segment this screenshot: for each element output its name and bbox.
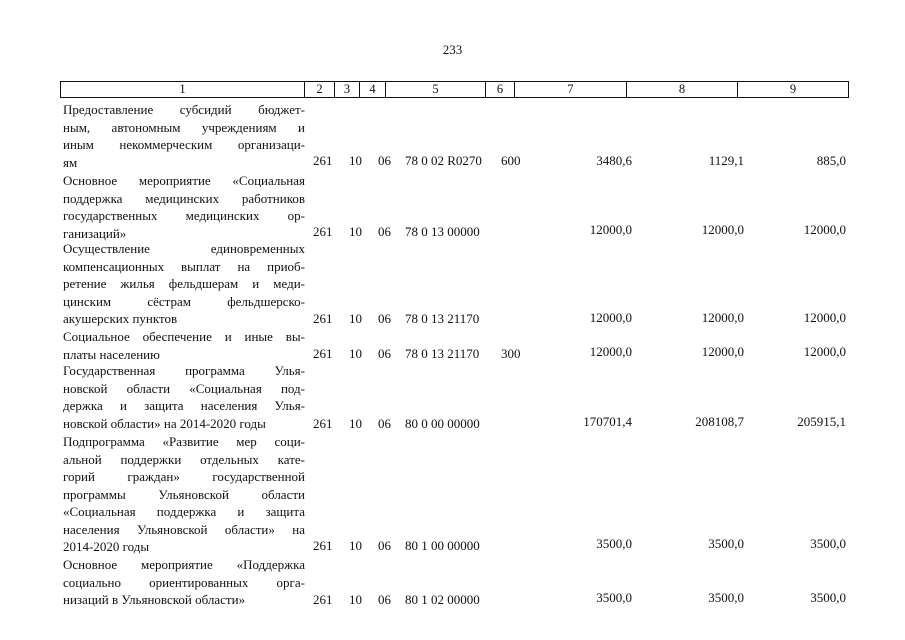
cell-target-item: 78 0 13 21170: [405, 346, 480, 361]
cell-section: 10: [349, 346, 362, 361]
cell-section: 10: [349, 311, 362, 326]
description-line: ретение жилья фельдшерам и меди-: [63, 276, 305, 291]
cell-amount-8: 208108,7: [695, 414, 744, 429]
cell-subsection: 06: [378, 592, 391, 607]
cell-amount-7: 12000,0: [589, 344, 632, 359]
cell-amount-9: 3500,0: [810, 590, 846, 605]
row-description: [63, 556, 305, 609]
header-col-4: 4: [360, 82, 386, 97]
row-description: [63, 433, 305, 556]
cell-admin-code: 261: [313, 311, 333, 326]
row-description: [63, 362, 305, 432]
description-line: платы населению: [63, 346, 160, 362]
cell-section: 10: [349, 538, 362, 553]
table-header: [60, 81, 849, 98]
description-line: держка и защита населения Улья-: [63, 398, 305, 413]
row-description: [63, 240, 305, 328]
cell-amount-7: 12000,0: [589, 222, 632, 237]
cell-target-item: 80 1 00 00000: [405, 538, 480, 553]
cell-admin-code: 261: [313, 153, 333, 168]
header-col-3: 3: [335, 82, 360, 97]
description-line: Подпрограмма «Развитие мер соци-: [63, 434, 305, 449]
description-line: Основное мероприятие «Поддержка: [63, 557, 305, 572]
description-line: Основное мероприятие «Социальная: [63, 173, 305, 188]
cell-amount-8: 3500,0: [708, 536, 744, 551]
description-line: иным некоммерческим организаци-: [63, 137, 305, 152]
description-line: Государственная программа Улья-: [63, 363, 305, 378]
cell-amount-9: 3500,0: [810, 536, 846, 551]
description-line: населения Ульяновской области» на: [63, 521, 305, 537]
header-col-9: 9: [789, 82, 797, 96]
description-line: государственных медицинских ор-: [63, 208, 305, 223]
description-line: новской области» на 2014-2020 годы: [63, 415, 266, 431]
cell-amount-8: 1129,1: [708, 153, 744, 168]
header-col-6: 6: [486, 82, 515, 97]
cell-admin-code: 261: [313, 224, 333, 239]
cell-target-item: 78 0 13 21170: [405, 311, 480, 326]
cell-amount-9: 12000,0: [803, 310, 846, 325]
row-description: [63, 172, 305, 242]
cell-amount-7: 170701,4: [583, 414, 632, 429]
description-line: низаций в Ульяновской области»: [63, 592, 246, 607]
cell-admin-code: 261: [313, 416, 333, 431]
description-line: компенсационных выплат на приоб-: [63, 258, 305, 274]
cell-amount-9: 12000,0: [803, 222, 846, 237]
cell-amount-9: 885,0: [816, 153, 846, 168]
header-col-5: 5: [386, 82, 486, 97]
description-line: социально ориентированных орга-: [63, 574, 305, 590]
description-line: горий граждан» государственной: [63, 469, 305, 484]
cell-amount-9: 205915,1: [797, 414, 846, 429]
description-line: ным, автономным учреждениям и: [63, 119, 305, 135]
description-line: 2014-2020 годы: [63, 539, 150, 554]
description-line: акушерских пунктов: [63, 311, 178, 326]
page-number: 233: [442, 42, 463, 57]
cell-admin-code: 261: [313, 346, 333, 361]
description-line: «Социальная поддержка и защита: [63, 504, 305, 519]
cell-amount-7: 3500,0: [596, 590, 632, 605]
cell-target-item: 80 1 02 00000: [405, 592, 480, 607]
description-line: новской области «Социальная под-: [63, 380, 305, 396]
cell-section: 10: [349, 592, 362, 607]
header-col-2: 2: [305, 82, 335, 97]
description-line: ганизаций»: [63, 225, 127, 241]
cell-amount-9: 12000,0: [803, 344, 846, 359]
cell-subsection: 06: [378, 346, 391, 361]
cell-admin-code: 261: [313, 538, 333, 553]
cell-subsection: 06: [378, 416, 391, 431]
cell-admin-code: 261: [313, 592, 333, 607]
cell-expense-type: 300: [501, 346, 521, 361]
cell-amount-7: 3500,0: [596, 536, 632, 551]
cell-target-item: 78 0 02 R0270: [405, 153, 482, 168]
description-line: альной поддержки отдельных кате-: [63, 451, 305, 467]
cell-amount-8: 12000,0: [701, 344, 744, 359]
cell-amount-8: 12000,0: [701, 310, 744, 325]
cell-section: 10: [349, 153, 362, 168]
cell-expense-type: 600: [501, 153, 521, 168]
cell-target-item: 78 0 13 00000: [405, 224, 480, 239]
cell-section: 10: [349, 224, 362, 239]
cell-amount-7: 3480,6: [596, 153, 632, 168]
cell-subsection: 06: [378, 153, 391, 168]
cell-amount-7: 12000,0: [589, 310, 632, 325]
cell-subsection: 06: [378, 538, 391, 553]
header-col-8: 8: [627, 82, 738, 97]
header-col-7: 7: [515, 82, 627, 97]
cell-target-item: 80 0 00 00000: [405, 416, 480, 431]
description-line: Предоставление субсидий бюджет-: [63, 102, 305, 117]
description-line: программы Ульяновской области: [63, 486, 305, 502]
row-description: [63, 328, 305, 363]
description-line: ям: [63, 154, 78, 170]
row-description: [63, 101, 305, 171]
description-line: Социальное обеспечение и иные вы-: [63, 329, 305, 344]
description-line: поддержка медицинских работников: [63, 190, 305, 206]
cell-amount-8: 3500,0: [708, 590, 744, 605]
cell-amount-8: 12000,0: [701, 222, 744, 237]
cell-subsection: 06: [378, 311, 391, 326]
cell-section: 10: [349, 416, 362, 431]
description-line: Осуществление единовременных: [63, 241, 305, 256]
cell-subsection: 06: [378, 224, 391, 239]
header-col-1: 1: [61, 82, 305, 97]
description-line: цинским сёстрам фельдшерско-: [63, 293, 305, 309]
